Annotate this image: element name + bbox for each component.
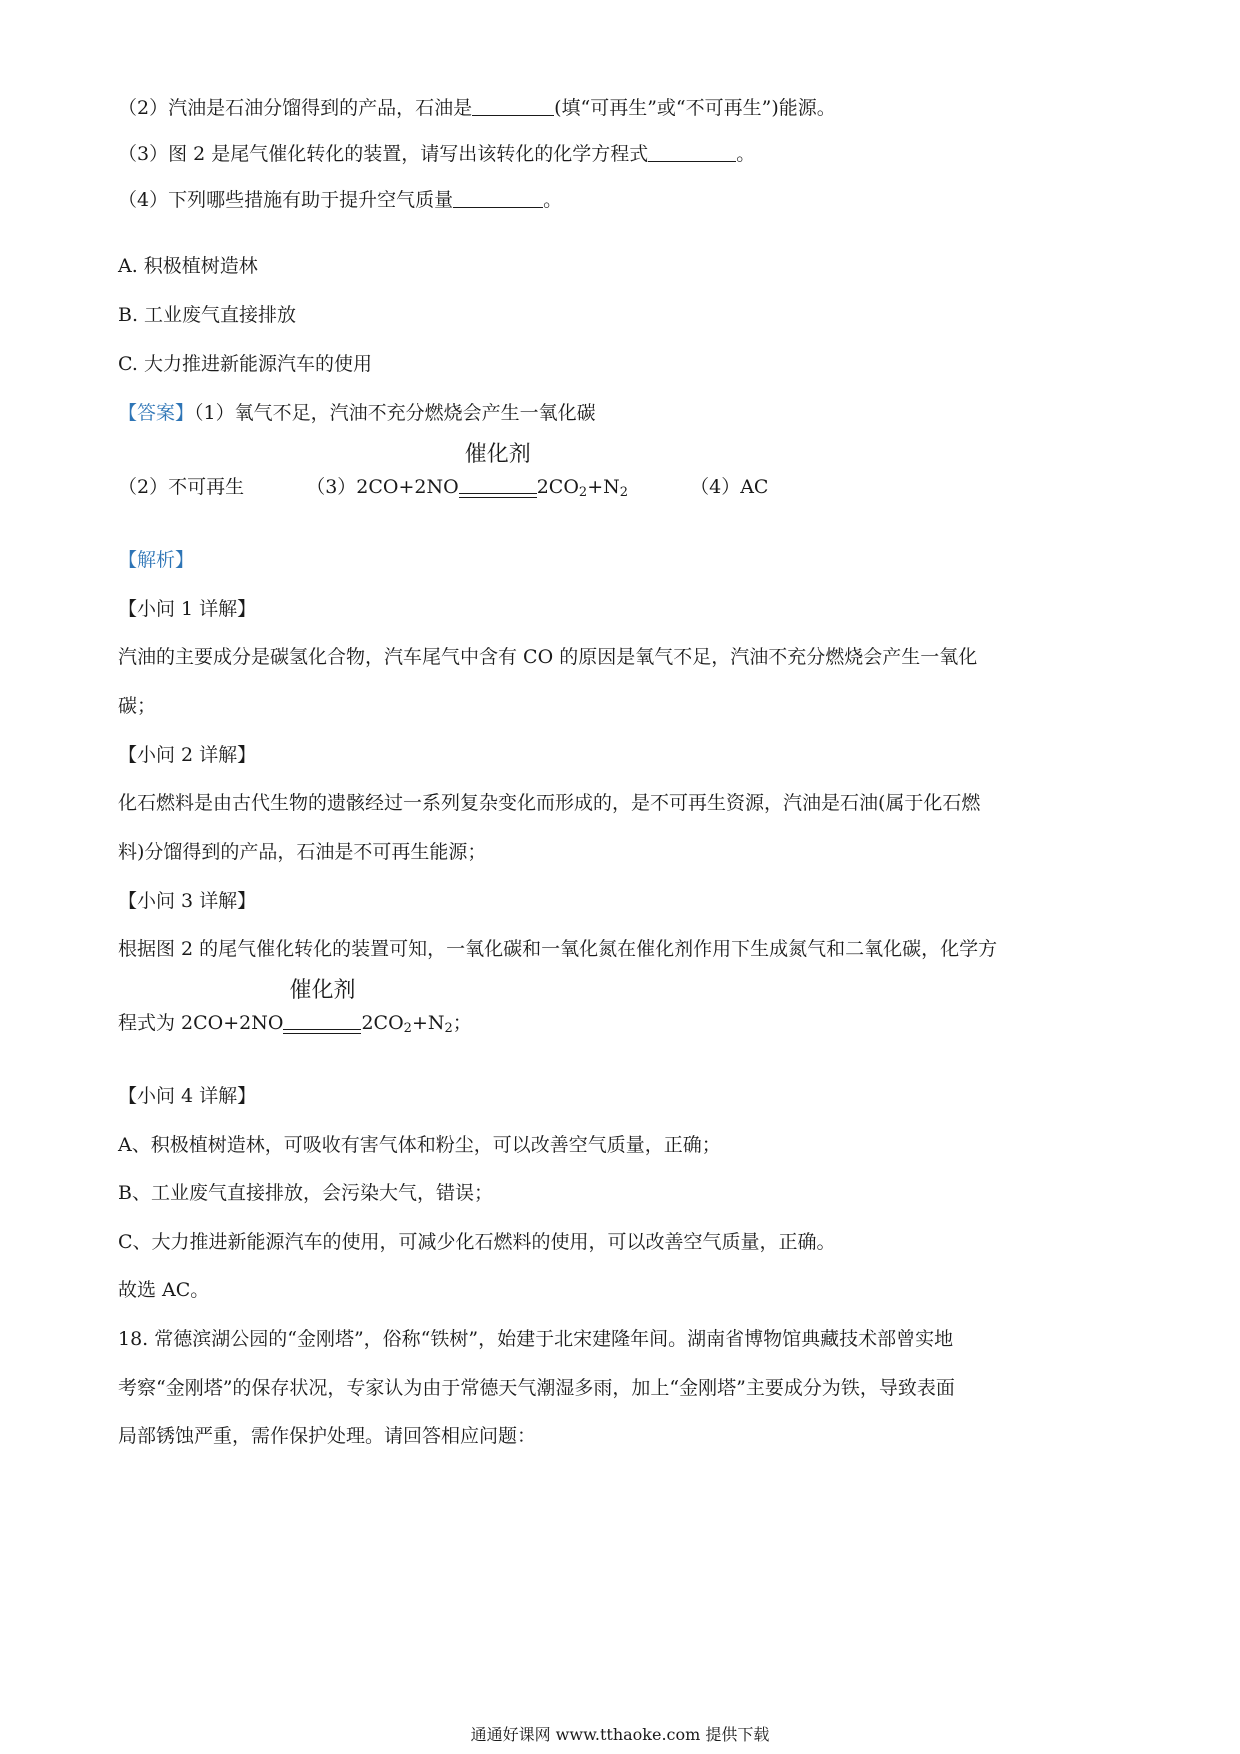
conclusion: 故选 AC。 <box>118 1279 210 1301</box>
question-4 <box>118 187 562 213</box>
subquestion-3-equation: 程式为 2CO+2NO 催化剂 $2CO_2+N_2$； <box>118 978 472 1036</box>
answer-2: （2）不可再生 <box>118 476 245 498</box>
equation-reactants: 程式为 2CO+2NO <box>118 1012 284 1034</box>
option-c: C. 大力推进新能源汽车的使用 <box>118 353 372 375</box>
answer-line-1 <box>118 400 596 426</box>
subquestion-3-text: 根据图 2 的尾气催化转化的装置可知，一氧化碳和一氧化氮在催化剂作用下生成氮气和二氧化碳，化学方 <box>118 938 998 960</box>
subquestion-3-title: 【小问 3 详解】 <box>118 890 257 912</box>
answer-4: （4）AC <box>690 476 769 498</box>
question-4-tail: 。 <box>543 189 563 211</box>
subquestion-4-title: 【小问 4 详解】 <box>118 1085 257 1107</box>
question-3-text: （3）图 2 是尾气催化转化的装置，请写出该转化的化学方程式 <box>118 143 649 165</box>
answer-blank <box>472 97 554 116</box>
option-b: B. 工业废气直接排放 <box>118 304 297 326</box>
subquestion-1-title: 【小问 1 详解】 <box>118 598 257 620</box>
question-18: 18. 常德滨湖公园的“金刚塔”，俗称“铁树”，始建于北宋建隆年间。湖南省博物馆典藏技术部曾实地 <box>118 1328 954 1350</box>
question-18-cont-2: 局部锈蚀严重，需作保护处理。请回答相应问题： <box>118 1425 537 1447</box>
answer-label: 【答案】 <box>118 402 195 424</box>
question-2 <box>118 95 836 121</box>
question-3 <box>118 141 755 167</box>
question-2-text: （2）汽油是石油分馏得到的产品，石油是 <box>118 97 473 119</box>
subquestion-2-text: 化石燃料是由古代生物的遗骸经过一系列复杂变化而形成的，是不可再生资源，汽油是石油(属于化石燃 <box>118 792 981 814</box>
answer-line-2 <box>118 442 769 506</box>
reaction-arrow <box>283 978 361 1034</box>
answer-1: （1）氧气不足，汽油不充分燃烧会产生一氧化碳 <box>194 402 596 424</box>
subquestion-4-a: A、积极植树造林，可吸收有害气体和粉尘，可以改善空气质量，正确； <box>118 1134 721 1156</box>
subquestion-1-text: 汽油的主要成分是碳氢化合物，汽车尾气中含有 CO 的原因是氧气不足，汽油不充分燃烧会产生一氧化 <box>118 646 978 668</box>
reaction-arrow <box>459 442 537 498</box>
answer-blank <box>648 143 736 162</box>
subquestion-2-text-cont: 料)分馏得到的产品，石油是不可再生能源； <box>118 841 487 863</box>
subquestion-4-c: C、大力推进新能源汽车的使用，可减少化石燃料的使用，可以改善空气质量，正确。 <box>118 1231 836 1253</box>
question-4-text: （4）下列哪些措施有助于提升空气质量 <box>118 189 454 211</box>
subquestion-1-text-cont: 碳； <box>118 695 157 717</box>
question-2-tail: (填“可再生”或“不可再生”)能源。 <box>554 97 836 119</box>
answer-3-reactants: （3）2CO+2NO <box>306 476 459 498</box>
question-3-tail: 。 <box>736 143 756 165</box>
page-footer: 通通好课网 www.tthaoke.com 提供下载 <box>470 1725 770 1744</box>
option-a: A. 积极植树造林 <box>118 255 258 277</box>
analysis-label: 【解析】 <box>118 549 195 571</box>
question-18-cont: 考察“金刚塔”的保存状况，专家认为由于常德天气潮湿多雨，加上“金刚塔”主要成分为铁，导致表面 <box>118 1377 955 1399</box>
answer-blank <box>453 189 543 208</box>
subquestion-2-title: 【小问 2 详解】 <box>118 744 257 766</box>
subquestion-4-b: B、工业废气直接排放，会污染大气，错误； <box>118 1182 493 1204</box>
answer-3-products: $2CO_2+N_2$ <box>536 476 629 500</box>
double-line <box>283 1029 361 1034</box>
equation-products: $2CO_2+N_2$ <box>361 1012 453 1036</box>
catalyst-label: 催化剂 <box>289 978 356 1003</box>
double-line <box>459 493 537 498</box>
catalyst-label: 催化剂 <box>464 442 531 467</box>
